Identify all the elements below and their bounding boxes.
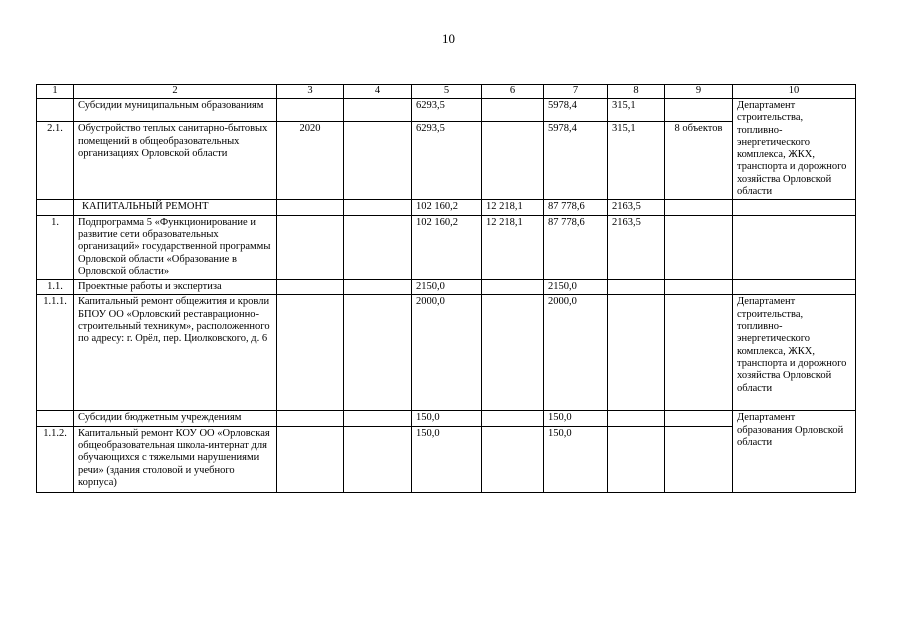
federal-cell [482,426,544,492]
table-row [37,99,856,122]
row-number: 1.1. [37,280,74,295]
result-cell [665,295,733,411]
total-cell: 150,0 [412,426,482,492]
year-cell [277,426,344,492]
result-cell [665,99,733,122]
federal-cell [482,122,544,200]
regional-cell: 5978,4 [544,122,608,200]
header-row [37,85,856,99]
row-number [37,99,74,122]
department-cell: Департамент строительства, топливно-энергетического комплекса, ЖКХ, транспорта и дорожного хозяйства Орловской области [733,295,856,411]
federal-cell: 12 218,1 [482,215,544,279]
cell-col4 [344,200,412,215]
total-cell: 102 160,2 [412,200,482,215]
row-number: 1.1.1. [37,295,74,411]
cell-col4 [344,99,412,122]
cell-col4 [344,122,412,200]
row-number [37,411,74,426]
table-row [37,295,856,411]
federal-cell [482,99,544,122]
cell-col4 [344,280,412,295]
table-row [37,215,856,279]
table-row [37,280,856,295]
federal-cell [482,280,544,295]
table-row [37,411,856,426]
row-name: Проектные работы и экспертиза [74,280,277,295]
department-cell: Департамент строительства, топливно-энергетического комплекса, ЖКХ, транспорта и дорожного хозяйства Орловской области [733,99,856,200]
department-cell: Департамент образования Орловской области [733,411,856,492]
total-cell: 2150,0 [412,280,482,295]
local-cell [608,426,665,492]
header-cell: 1 [37,85,74,99]
row-number [37,200,74,215]
year-cell [277,99,344,122]
row-number: 1. [37,215,74,279]
row-number: 2.1. [37,122,74,200]
result-cell: 8 объектов [665,122,733,200]
header-cell: 8 [608,85,665,99]
local-cell: 2163,5 [608,215,665,279]
result-cell [665,411,733,426]
result-cell [665,200,733,215]
header-cell: 10 [733,85,856,99]
regional-cell: 87 778,6 [544,200,608,215]
budget-table [36,84,856,493]
year-cell [277,215,344,279]
federal-cell [482,295,544,411]
local-cell: 315,1 [608,122,665,200]
department-cell [733,215,856,279]
row-name: Обустройство теплых санитарно-бытовых помещений в общеобразовательных организациях Орловской области [74,122,277,200]
total-cell: 2000,0 [412,295,482,411]
result-cell [665,215,733,279]
year-cell [277,411,344,426]
header-cell: 9 [665,85,733,99]
federal-cell [482,411,544,426]
table-row [37,200,856,215]
local-cell [608,280,665,295]
cell-col4 [344,215,412,279]
regional-cell: 150,0 [544,411,608,426]
department-cell [733,200,856,215]
regional-cell: 2150,0 [544,280,608,295]
federal-cell: 12 218,1 [482,200,544,215]
regional-cell: 87 778,6 [544,215,608,279]
header-cell: 6 [482,85,544,99]
total-cell: 150,0 [412,411,482,426]
row-name: Капитальный ремонт общежития и кровли БПОУ ОО «Орловский реставрационно-строительный техникум», расположенного по адресу: г. Орёл, пер. Циолковского, д. 6 [74,295,277,411]
header-cell: 3 [277,85,344,99]
local-cell [608,411,665,426]
result-cell [665,426,733,492]
year-cell [277,295,344,411]
cell-col4 [344,426,412,492]
year-cell: 2020 [277,122,344,200]
row-name: Субсидии муниципальным образованиям [74,99,277,122]
year-cell [277,280,344,295]
total-cell: 6293,5 [412,99,482,122]
header-cell: 4 [344,85,412,99]
result-cell [665,280,733,295]
cell-col4 [344,295,412,411]
regional-cell: 2000,0 [544,295,608,411]
page-number: 10 [442,31,455,46]
row-name: Подпрограмма 5 «Функционирование и развитие сети образовательных организаций» государственной программы Орловской области «Образование в Орловской области» [74,215,277,279]
header-cell: 5 [412,85,482,99]
row-name: КАПИТАЛЬНЫЙ РЕМОНТ [74,200,277,215]
row-number: 1.1.2. [37,426,74,492]
regional-cell: 5978,4 [544,99,608,122]
local-cell [608,295,665,411]
local-cell: 315,1 [608,99,665,122]
total-cell: 102 160,2 [412,215,482,279]
total-cell: 6293,5 [412,122,482,200]
header-cell: 7 [544,85,608,99]
department-cell [733,280,856,295]
regional-cell: 150,0 [544,426,608,492]
row-name: Субсидии бюджетным учреждениям [74,411,277,426]
row-name: Капитальный ремонт КОУ ОО «Орловская общеобразовательная школа-интернат для обучающихся с тяжелыми нарушениями речи» (здания столовой и учебного корпуса) [74,426,277,492]
local-cell: 2163,5 [608,200,665,215]
cell-col4 [344,411,412,426]
year-cell [277,200,344,215]
header-cell: 2 [74,85,277,99]
